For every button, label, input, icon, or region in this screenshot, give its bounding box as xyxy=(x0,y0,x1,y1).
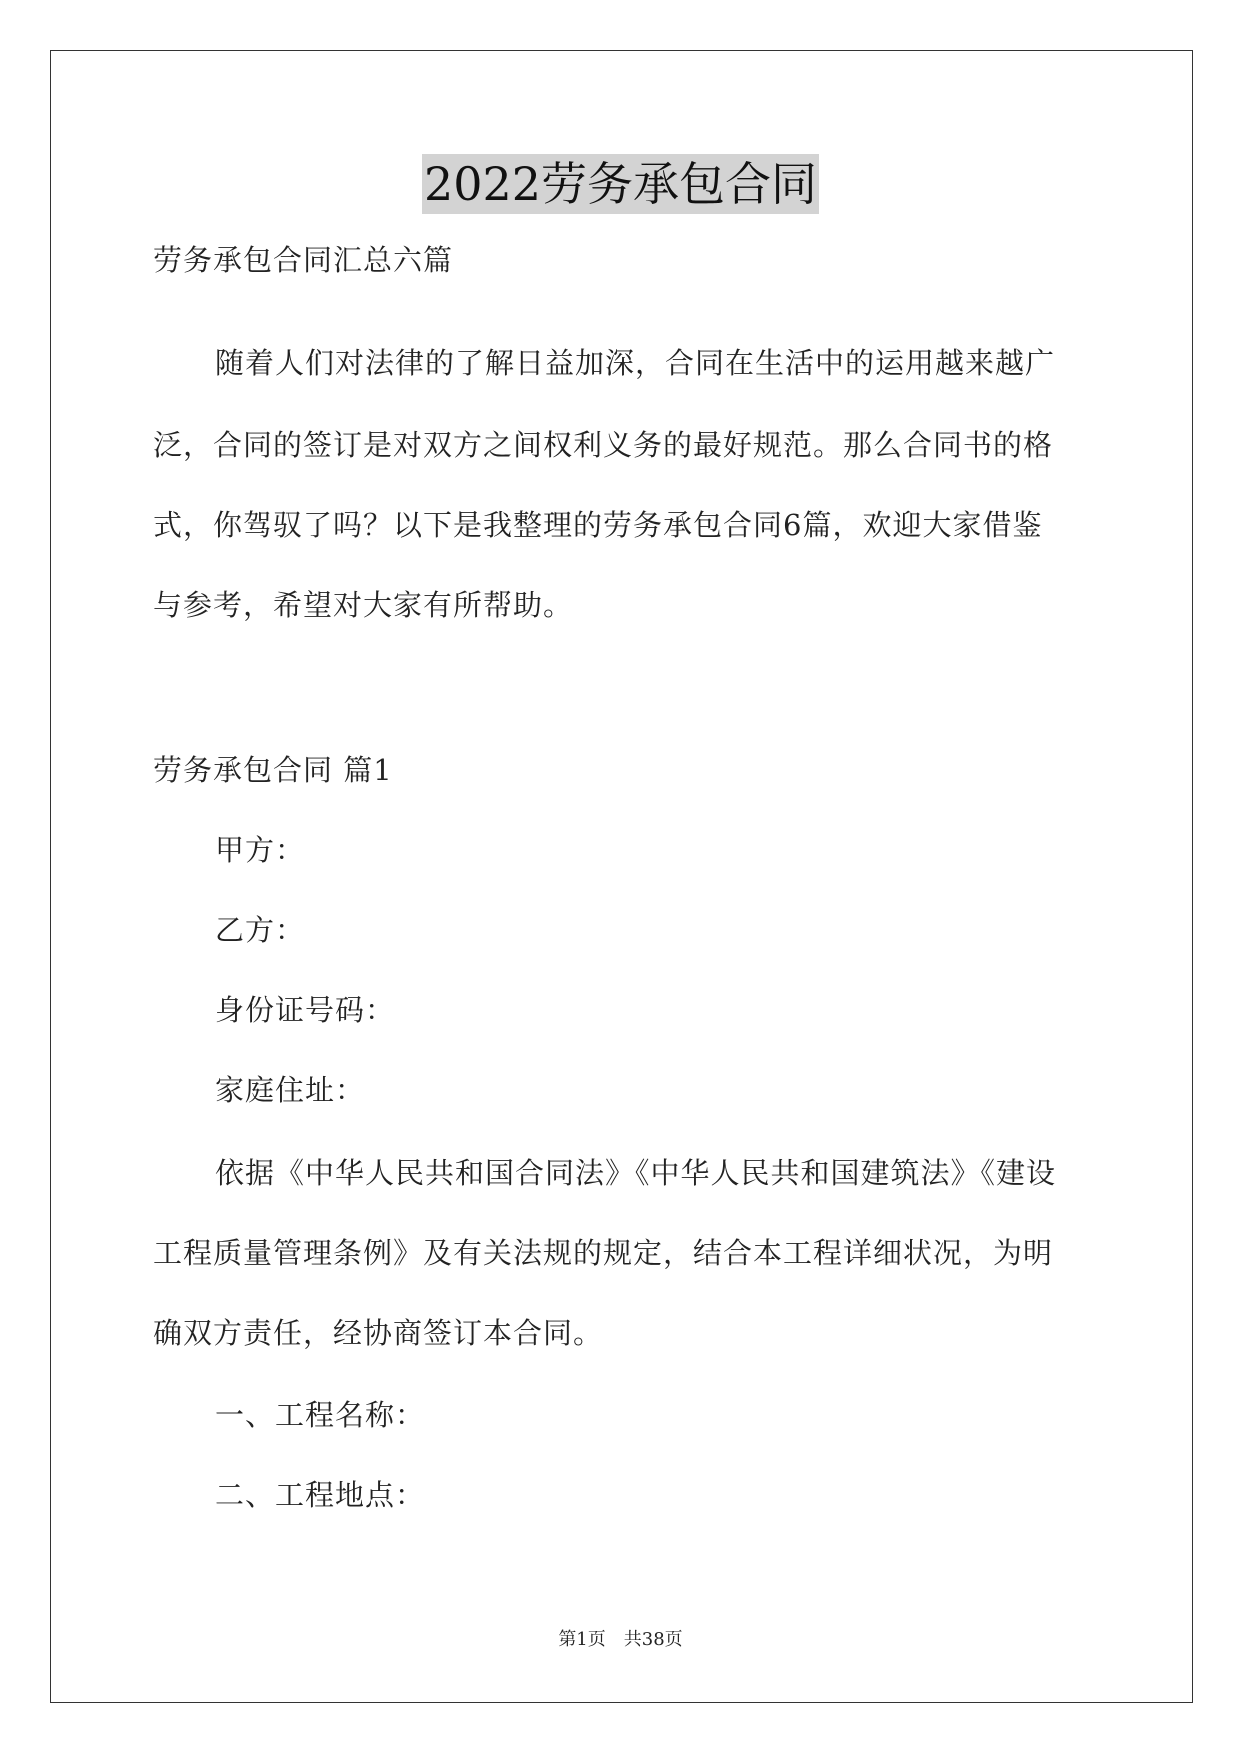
home-address-field: 家庭住址： xyxy=(215,1073,366,1107)
intro-line-3: 式，你驾驭了吗？以下是我整理的劳务承包合同6篇，欢迎大家借鉴 xyxy=(153,508,1043,542)
intro-line-1: 随着人们对法律的了解日益加深，合同在生活中的运用越来越广 xyxy=(215,346,1056,380)
clause-project-location: 二、工程地点： xyxy=(215,1478,426,1512)
intro-line-2: 泛，合同的签订是对双方之间权利义务的最好规范。那么合同书的格 xyxy=(153,428,1054,462)
id-number-field: 身份证号码： xyxy=(215,993,396,1027)
party-b-field: 乙方： xyxy=(215,913,306,947)
basis-line-3: 确双方责任，经协商签订本合同。 xyxy=(153,1316,604,1350)
section-heading: 劳务承包合同 篇1 xyxy=(153,753,393,787)
party-a-field: 甲方： xyxy=(215,833,306,867)
basis-line-2: 工程质量管理条例》及有关法规的规定，结合本工程详细状况，为明 xyxy=(153,1236,1054,1270)
document-subtitle: 劳务承包合同汇总六篇 xyxy=(153,243,454,277)
page-footer: 第1页 共38页 xyxy=(558,1629,683,1650)
intro-line-4: 与参考，希望对大家有所帮助。 xyxy=(153,588,574,622)
title-container xyxy=(0,154,1241,214)
basis-line-1: 依据《中华人民共和国合同法》《中华人民共和国建筑法》《建设 xyxy=(215,1156,1057,1190)
document-title: 2022劳务承包合同 xyxy=(422,154,819,214)
clause-project-name: 一、工程名称： xyxy=(215,1398,426,1432)
page-border xyxy=(50,50,1193,1703)
